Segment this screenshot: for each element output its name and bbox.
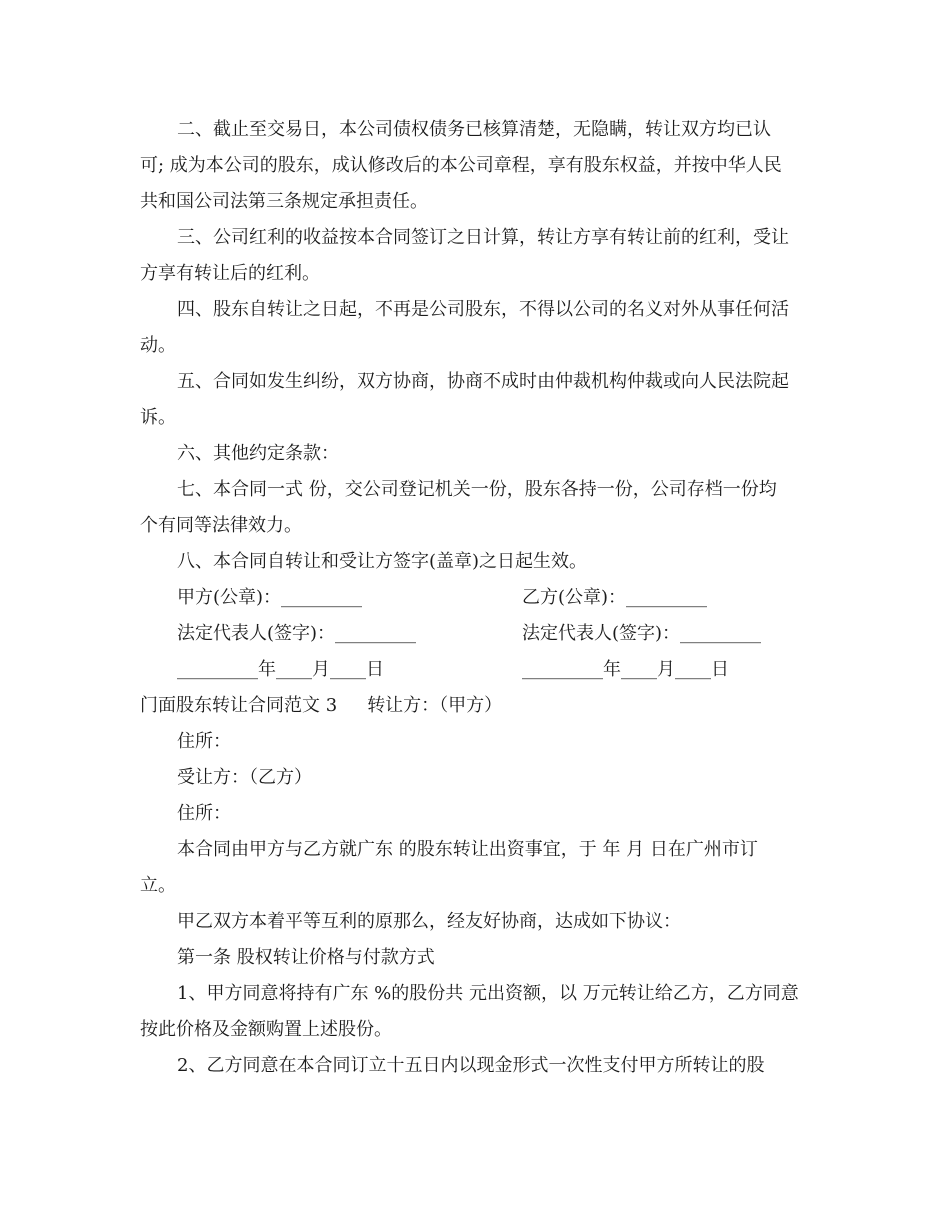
article-1-item-2-line-1: 2、乙方同意在本合同订立十五日内以现金形式一次性支付甲方所转让的股 xyxy=(177,1055,765,1076)
article-1-item-1-line-2: 按此价格及金额购置上述股份。 xyxy=(140,1019,392,1040)
clause-7-line-1: 七、本合同一式 份，交公司登记机关一份，股东各持一份，公司存档一份均 xyxy=(177,479,777,500)
intro-line-2: 立。 xyxy=(140,875,176,896)
clause-3-line-1: 三、公司红利的收益按本合同签订之日计算，转让方享有转让前的红利，受让 xyxy=(177,227,789,248)
article-1-item-1-line-1: 1、甲方同意将持有广东 %的股份共 元出资额，以 万元转让给乙方，乙方同意 xyxy=(177,983,799,1004)
party-a-seal: 甲方(公章)：_________ xyxy=(177,587,363,608)
clause-2-line-3: 共和国公司法第三条规定承担责任。 xyxy=(140,191,428,212)
clause-5-line-2: 诉。 xyxy=(140,407,176,428)
party-b-representative: 法定代表人(签字)：_________ xyxy=(522,623,762,644)
section-3-title: 门面股东转让合同范文 3 xyxy=(140,695,338,716)
clause-4-line-1: 四、股东自转让之日起，不再是公司股东，不得以公司的名义对外从事任何活 xyxy=(177,299,789,320)
party-a-representative: 法定代表人(签字)：_________ xyxy=(177,623,417,644)
clause-8: 八、本合同自转让和受让方签字(盖章)之日起生效。 xyxy=(177,551,588,572)
transferee-address: 住所： xyxy=(177,803,231,824)
intro-line-1: 本合同由甲方与乙方就广东 的股东转让出资事宜，于 年 月 日在广州市订 xyxy=(177,839,758,860)
party-a-date: _________年____月____日 xyxy=(177,659,384,680)
clause-2-line-2: 可; 成为本公司的股东，成认修改后的本公司章程，享有股东权益，并按中华人民 xyxy=(140,155,782,176)
clause-5-line-1: 五、合同如发生纠纷，双方协商，协商不成时由仲裁机构仲裁或向人民法院起 xyxy=(177,371,789,392)
clause-6: 六、其他约定条款： xyxy=(177,443,339,464)
clause-3-line-2: 方享有转让后的红利。 xyxy=(140,263,320,284)
transferor-address: 住所： xyxy=(177,731,231,752)
party-b-seal: 乙方(公章)：_________ xyxy=(522,587,708,608)
section-3-heading xyxy=(140,694,502,718)
article-1-heading: 第一条 股权转让价格与付款方式 xyxy=(177,947,435,968)
agreement-intro: 甲乙双方本着平等互利的原那么，经友好协商，达成如下协议： xyxy=(177,911,681,932)
transferor-label: 转让方：（甲方） xyxy=(367,695,503,716)
clause-4-line-2: 动。 xyxy=(140,335,176,356)
transferee-label: 受让方：（乙方） xyxy=(177,767,312,788)
party-b-date: _________年____月____日 xyxy=(522,659,729,680)
clause-2-line-1: 二、截止至交易日，本公司债权债务已核算清楚，无隐瞒，转让双方均已认 xyxy=(177,119,771,140)
clause-7-line-2: 个有同等法律效力。 xyxy=(140,515,302,536)
